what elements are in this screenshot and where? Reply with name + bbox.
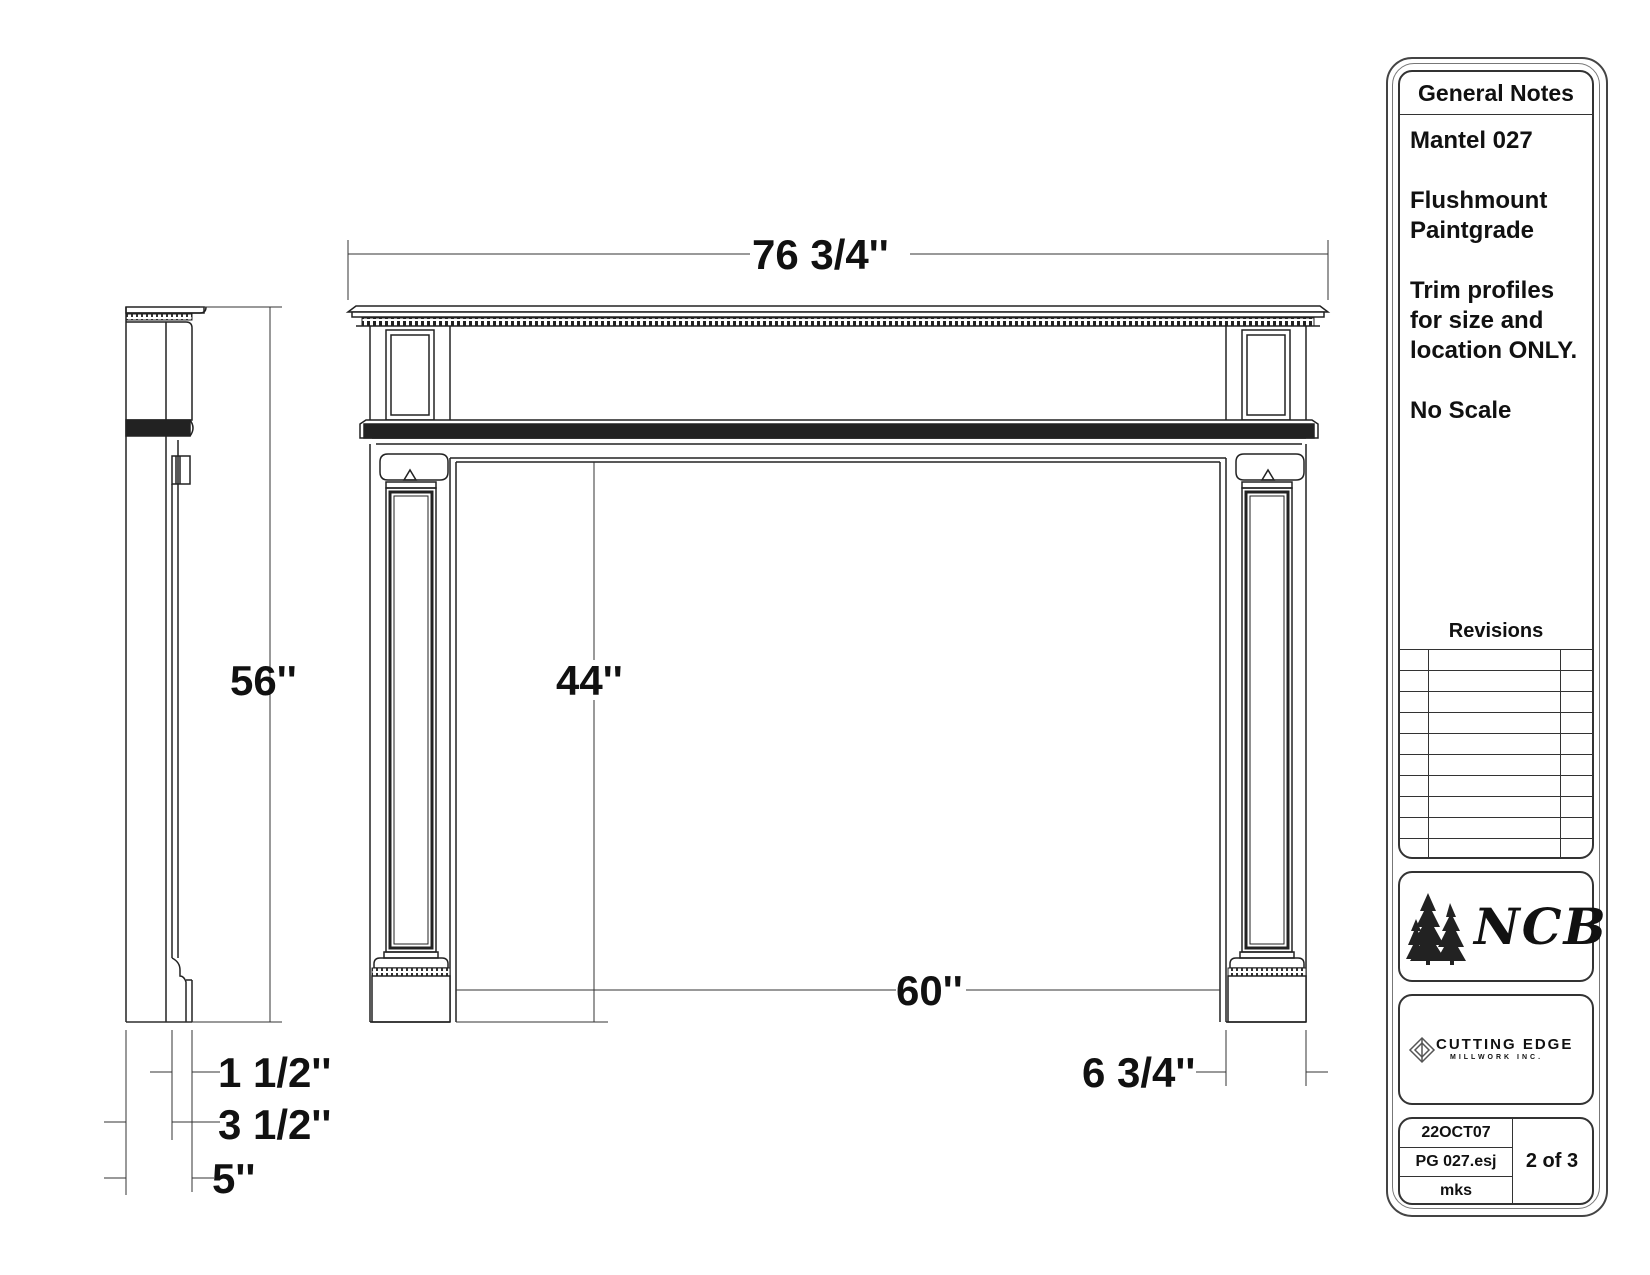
sheet-file-name: PG 027.esj bbox=[1400, 1148, 1512, 1177]
revision-cell-divider bbox=[1560, 713, 1561, 733]
sheet-number: 2 of 3 bbox=[1525, 1150, 1579, 1172]
opening-height-label: 44'' bbox=[556, 657, 623, 704]
note-trim-profiles: Trim profiles for size and location ONLY. bbox=[1410, 277, 1578, 364]
revision-cell-divider bbox=[1560, 818, 1561, 838]
cutting-edge-logo-subtext: MILLWORK INC. bbox=[1450, 1054, 1544, 1061]
note-mantel-number: Mantel 027 bbox=[1410, 127, 1533, 154]
revision-cell-divider bbox=[1428, 650, 1429, 670]
sheet-date: 22OCT07 bbox=[1400, 1119, 1512, 1148]
revision-row bbox=[1400, 796, 1592, 817]
revision-cell-divider bbox=[1560, 650, 1561, 670]
revision-cell-divider bbox=[1428, 797, 1429, 817]
revision-cell-divider bbox=[1428, 692, 1429, 712]
pine-trees-icon bbox=[1406, 889, 1476, 969]
revision-cell-divider bbox=[1560, 692, 1561, 712]
revision-cell-divider bbox=[1560, 671, 1561, 691]
revision-cell-divider bbox=[1560, 755, 1561, 775]
revision-cell-divider bbox=[1560, 734, 1561, 754]
cutting-edge-logo-text: CUTTING EDGE bbox=[1436, 1036, 1574, 1053]
sheet-info-left bbox=[1400, 1119, 1513, 1203]
revisions-table bbox=[1400, 649, 1592, 859]
opening-width-label: 60'' bbox=[896, 967, 963, 1014]
revision-row bbox=[1400, 817, 1592, 838]
leg-width-label: 6 3/4'' bbox=[1082, 1049, 1196, 1096]
revision-row bbox=[1400, 649, 1592, 670]
revision-row bbox=[1400, 775, 1592, 796]
revision-row bbox=[1400, 712, 1592, 733]
revision-cell-divider bbox=[1560, 797, 1561, 817]
depth-1-label: 1 1/2'' bbox=[218, 1049, 332, 1096]
revision-cell-divider bbox=[1428, 755, 1429, 775]
revision-cell-divider bbox=[1428, 734, 1429, 754]
sheet-drawn-by: mks bbox=[1439, 1182, 1473, 1199]
revision-row bbox=[1400, 754, 1592, 775]
revision-cell-divider bbox=[1428, 671, 1429, 691]
revision-cell-divider bbox=[1428, 839, 1429, 859]
revision-cell-divider bbox=[1428, 713, 1429, 733]
cutting-edge-logo-panel bbox=[1398, 994, 1594, 1105]
ncb-logo-panel bbox=[1398, 871, 1608, 982]
front-dimension-lines bbox=[348, 240, 1328, 1086]
note-scale: No Scale bbox=[1410, 397, 1512, 424]
overall-height-label: 56'' bbox=[230, 657, 297, 704]
note-finish: Flushmount Paintgrade bbox=[1410, 187, 1548, 244]
general-notes-heading: General Notes bbox=[1400, 72, 1592, 115]
front-elevation bbox=[348, 306, 1328, 1022]
general-notes-list bbox=[1410, 126, 1588, 456]
depth-2-label: 3 1/2'' bbox=[218, 1101, 332, 1148]
depth-3-label: 5'' bbox=[212, 1155, 256, 1202]
revision-row bbox=[1400, 733, 1592, 754]
revision-row bbox=[1400, 670, 1592, 691]
revision-cell-divider bbox=[1560, 776, 1561, 796]
general-notes-panel bbox=[1398, 70, 1594, 859]
side-elevation bbox=[126, 307, 206, 1022]
revisions-heading: Revisions bbox=[1448, 620, 1544, 642]
overall-width-label: 76 3/4'' bbox=[752, 231, 889, 278]
revision-cell-divider bbox=[1560, 839, 1561, 859]
cutting-edge-diamond-icon bbox=[1408, 1036, 1436, 1064]
ncb-logo-text: NCB bbox=[1474, 897, 1608, 956]
revision-cell-divider bbox=[1428, 776, 1429, 796]
sheet-info-panel bbox=[1398, 1117, 1594, 1205]
revision-cell-divider bbox=[1428, 818, 1429, 838]
revision-row bbox=[1400, 838, 1592, 859]
revision-row bbox=[1400, 691, 1592, 712]
